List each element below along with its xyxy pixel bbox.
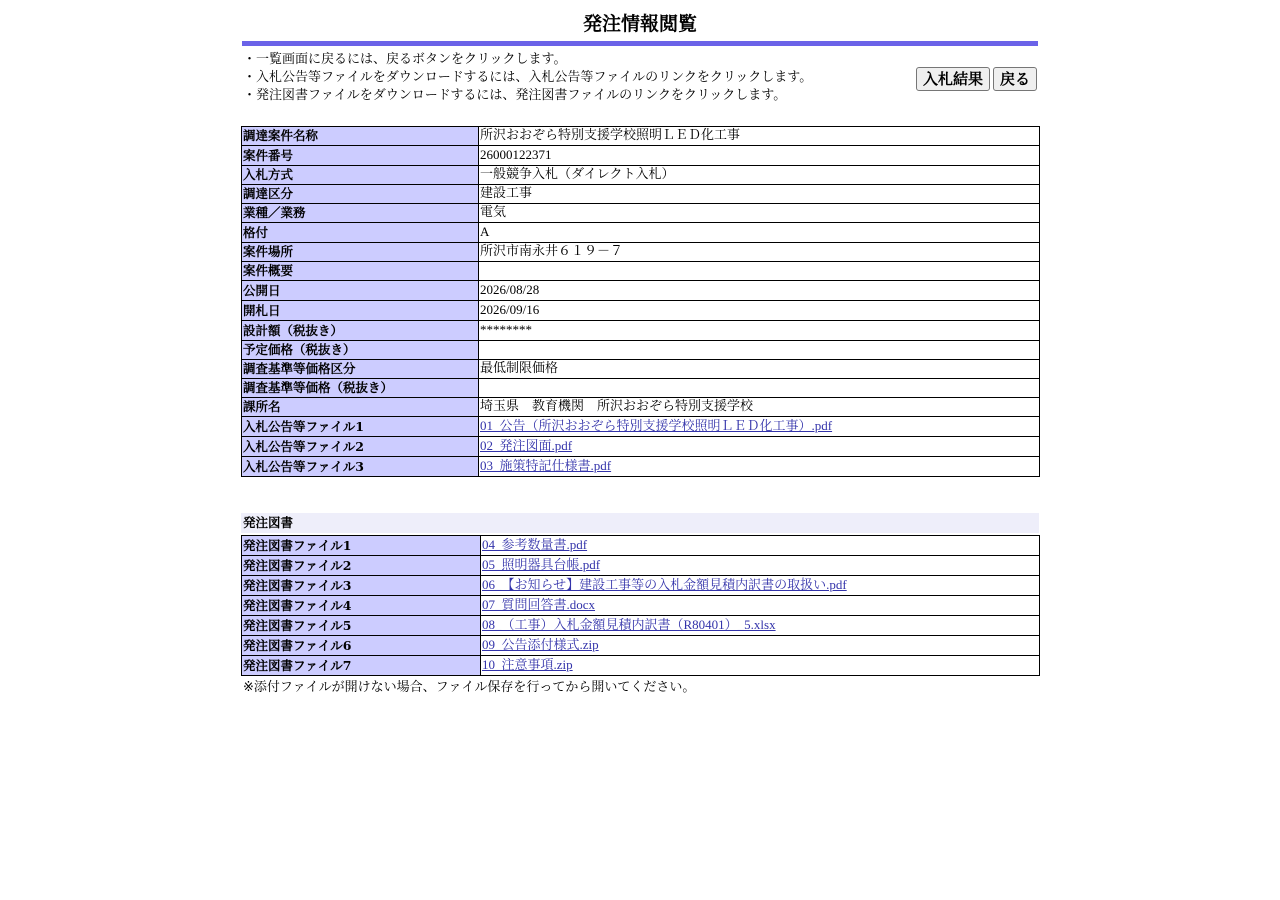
field-value-cell — [479, 146, 1040, 166]
table-row — [242, 616, 1040, 636]
field-label: 入札方式 — [242, 166, 479, 185]
table-row — [242, 596, 1040, 616]
instruction-line: ・一覧画面に戻るには、戻るボタンをクリックします。 — [243, 52, 567, 67]
file-download-link[interactable]: 02_発注図面.pdf — [480, 438, 573, 453]
file-download-link[interactable]: 10_注意事項.zip — [482, 657, 573, 672]
table-row — [242, 457, 1040, 477]
table-row — [242, 536, 1040, 556]
page-title: 発注情報閲覧 — [582, 13, 697, 35]
field-value-cell — [479, 204, 1040, 223]
field-label: 公開日 — [242, 281, 479, 301]
field-value-cell — [479, 398, 1040, 417]
instruction-line: ・入札公告等ファイルをダウンロードするには、入札公告等ファイルのリンクをクリックします。 — [243, 70, 813, 85]
field-value-cell — [479, 262, 1040, 281]
field-value: 26000122371 — [480, 147, 552, 162]
field-value: 建設工事 — [480, 186, 533, 201]
field-label: 調達案件名称 — [242, 127, 479, 146]
field-label: 案件概要 — [242, 262, 479, 281]
file-download-link[interactable]: 07_質問回答書.docx — [482, 597, 596, 612]
field-label: 発注図書ファイル6 — [242, 636, 481, 656]
field-value-cell — [481, 636, 1040, 656]
field-value-cell — [481, 596, 1040, 616]
field-value-cell — [479, 127, 1040, 146]
field-label: 案件場所 — [242, 243, 479, 262]
field-value-cell — [479, 301, 1040, 321]
field-value-cell — [479, 243, 1040, 262]
attachment-note: ※添付ファイルが開けない場合、ファイル保存を行ってから開いてください。 — [243, 680, 696, 695]
field-label: 入札公告等ファイル1 — [242, 417, 479, 437]
field-label: 発注図書ファイル5 — [242, 616, 481, 636]
table-row — [242, 636, 1040, 656]
field-value: 埼玉県 教育機関 所沢おおぞら特別支援学校 — [480, 399, 754, 414]
field-label: 開札日 — [242, 301, 479, 321]
table-row — [242, 341, 1040, 360]
field-value: 所沢おおぞら特別支援学校照明ＬＥＤ化工事 — [480, 128, 741, 143]
documents-section-heading: 発注図書 — [241, 513, 1039, 533]
file-download-link[interactable]: 06_【お知らせ】建設工事等の入札金額見積内訳書の取扱い.pdf — [482, 577, 847, 592]
field-label: 発注図書ファイル2 — [242, 556, 481, 576]
field-value: ******** — [480, 322, 532, 337]
table-row — [242, 321, 1040, 341]
file-download-link[interactable]: 01_公告（所沢おおぞら特別支援学校照明ＬＥＤ化工事）.pdf — [480, 418, 833, 433]
table-row — [242, 656, 1040, 676]
table-row — [242, 223, 1040, 243]
table-row — [242, 417, 1040, 437]
field-label: 業種／業務 — [242, 204, 479, 223]
title-divider — [242, 41, 1038, 46]
field-label: 調達区分 — [242, 185, 479, 204]
field-label: 格付 — [242, 223, 479, 243]
field-value: 2026/08/28 — [480, 282, 540, 297]
bid-results-button[interactable]: 入札結果 — [916, 67, 990, 91]
field-value-cell — [479, 437, 1040, 457]
table-row — [242, 556, 1040, 576]
field-value: 所沢市南永井６１９－７ — [480, 244, 624, 259]
field-label: 発注図書ファイル7 — [242, 656, 481, 676]
table-row — [242, 146, 1040, 166]
field-value-cell — [481, 576, 1040, 596]
field-value: A — [480, 224, 490, 239]
action-buttons — [916, 67, 1037, 91]
file-download-link[interactable]: 05_照明器具台帳.pdf — [482, 557, 601, 572]
table-row — [242, 301, 1040, 321]
field-label: 発注図書ファイル3 — [242, 576, 481, 596]
field-value-cell — [479, 341, 1040, 360]
field-value: 一般競争入札（ダイレクト入札） — [480, 167, 675, 182]
field-value-cell — [479, 166, 1040, 185]
field-value-cell — [479, 457, 1040, 477]
file-download-link[interactable]: 04_参考数量書.pdf — [482, 537, 588, 552]
table-row — [242, 437, 1040, 457]
table-row — [242, 379, 1040, 398]
file-download-link[interactable]: 03_施策特記仕様書.pdf — [480, 458, 612, 473]
field-value: 最低制限価格 — [480, 361, 559, 376]
table-row — [242, 398, 1040, 417]
field-value-cell — [481, 536, 1040, 556]
table-row — [242, 166, 1040, 185]
field-label: 案件番号 — [242, 146, 479, 166]
table-row — [242, 243, 1040, 262]
order-info-table — [241, 126, 1040, 477]
table-row — [242, 185, 1040, 204]
table-row — [242, 204, 1040, 223]
field-label: 設計額（税抜き） — [242, 321, 479, 341]
documents-table — [241, 535, 1040, 676]
instructions — [243, 51, 812, 105]
table-row — [242, 281, 1040, 301]
field-label: 入札公告等ファイル3 — [242, 457, 479, 477]
field-value-cell — [479, 417, 1040, 437]
field-label: 課所名 — [242, 398, 479, 417]
field-label: 入札公告等ファイル2 — [242, 437, 479, 457]
field-value-cell — [479, 223, 1040, 243]
file-download-link[interactable]: 09_公告添付様式.zip — [482, 637, 599, 652]
field-value-cell — [481, 556, 1040, 576]
field-value-cell — [479, 360, 1040, 379]
field-value-cell — [479, 379, 1040, 398]
field-value: 電気 — [480, 205, 507, 220]
table-row — [242, 127, 1040, 146]
field-value-cell — [481, 656, 1040, 676]
back-button[interactable]: 戻る — [993, 67, 1037, 91]
file-download-link[interactable]: 08_（工事）入札金額見積内訳書（R80401）_5.xlsx — [482, 617, 776, 632]
table-row — [242, 576, 1040, 596]
field-value-cell — [479, 321, 1040, 341]
table-row — [242, 262, 1040, 281]
field-value: 2026/09/16 — [480, 302, 540, 317]
field-value-cell — [479, 281, 1040, 301]
field-label: 発注図書ファイル1 — [242, 536, 481, 556]
instruction-line: ・発注図書ファイルをダウンロードするには、発注図書ファイルのリンクをクリックします。 — [243, 88, 787, 103]
field-label: 調査基準等価格区分 — [242, 360, 479, 379]
field-label: 予定価格（税抜き） — [242, 341, 479, 360]
table-row — [242, 360, 1040, 379]
field-label: 調査基準等価格（税抜き） — [242, 379, 479, 398]
field-label: 発注図書ファイル4 — [242, 596, 481, 616]
field-value-cell — [479, 185, 1040, 204]
field-value-cell — [481, 616, 1040, 636]
